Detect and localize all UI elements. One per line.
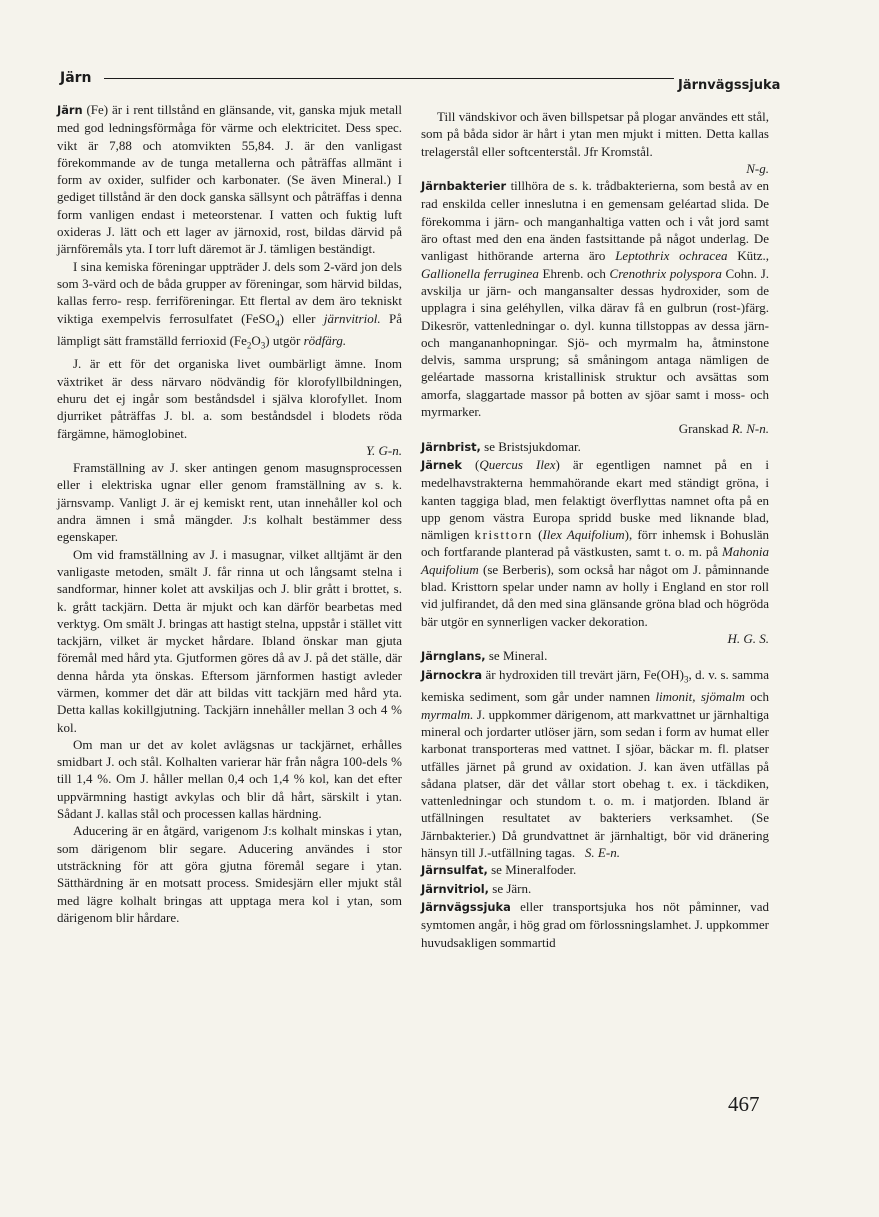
entry-jarnvitriol bbox=[421, 880, 769, 898]
paragraph-aducering: Aducering är en åtgärd, varigenom J:s kolhalt minskas i ytan, som därigenom blir segare. Aducering användes i stor utsträckning för att göra gjutna föremål segare i ytan. Sätthärdning är en motsatt process. Smidesjärn eller mjukt stål med lägre kolhalt bringas att upptaga mera kol i ytan, som därigenom blir hårdare. bbox=[57, 823, 402, 925]
spaced-term: kristtorn bbox=[474, 527, 533, 543]
italic-term: Gallionella ferruginea bbox=[421, 265, 539, 281]
entry-jarnockra bbox=[421, 666, 769, 862]
subscript: 4 bbox=[275, 318, 280, 329]
paragraph-chemistry bbox=[57, 258, 402, 356]
subscript: 3 bbox=[260, 341, 266, 352]
italic-term: Crenothrix polyspora bbox=[609, 265, 722, 281]
entry-headword: Järnglans, bbox=[421, 649, 486, 664]
entry-jarnvagssjuka bbox=[421, 898, 769, 951]
entry-jarnbrist bbox=[421, 438, 769, 456]
author-signature: N-g. bbox=[746, 160, 769, 176]
entry-text: se Bristsjukdomar. bbox=[480, 438, 581, 454]
italic-term: järnvitriol. bbox=[323, 310, 381, 326]
entry-jarnbakterier bbox=[421, 177, 769, 420]
text-run: O bbox=[251, 333, 261, 349]
text-run: , d. v. s. samma kemiska sediment, som går under namnen bbox=[421, 666, 769, 705]
text-run: ( bbox=[532, 527, 543, 543]
italic-term: Quercus Ilex bbox=[479, 456, 556, 472]
entry-headword: Järnockra bbox=[421, 667, 483, 682]
entry-jarnglans bbox=[421, 647, 769, 665]
italic-term: myrmalm. bbox=[421, 706, 474, 722]
text-run: I sina kemiska föreningar uppträder J. dels som 2-värd jon dels som 3-värd och de båda grupper av föreningar, som härvid bildas, kallas ferro- resp. ferriföreningar. Ett flertal av dem äro tekniskt viktiga exempelvis ferrosulfatet (FeSO bbox=[57, 258, 402, 326]
entry-headword: Järnvägssjuka bbox=[421, 899, 511, 914]
right-column bbox=[421, 108, 769, 951]
text-run: Kütz., bbox=[727, 248, 769, 264]
text-run: På lämpligt sätt framställd ferrioxid (Fe bbox=[57, 310, 403, 349]
text-run: är hydroxiden till trevärt järn, Fe(OH) bbox=[482, 666, 684, 682]
text-run: ) är egentligen namnet på en i medelhavstrakterna hemmahörande ekart med ständigt gröna, i kanten taggiga blad, men felaktigt överflyttas namnet ofta på en upp genom västra Europa spridd buske med liknande blad, nämligen bbox=[421, 456, 769, 543]
text-run: tillhöra de s. k. trådbakterierna, som bestå av en rad enskilda celler inneslutna i en gemensam geléartad slida. De förekomma i järn- och manganhaltiga vatten och i våt jord samt äro oftast med den ena änden fastsittande på något underlag. De vanligast hithörande arterna äro bbox=[421, 178, 769, 264]
entry-headword: Järnbrist, bbox=[421, 439, 481, 454]
entry-text: se Järn. bbox=[489, 880, 532, 896]
paragraph-blast-furnace: Om vid framställning av J. i masugnar, vilket alltjämt är den vanligaste metoden, smält J. får rinna ut och långsamt stelna i sandformar, hinner kolet att avskiljas och J. blir grått i brottet, s. k. grått tackjärn. Detta är mjukt och kan därför bearbetas med verktyg. Om smält J. bringas att hastigt stelna, uppstår i stället vitt tackjärn, vilket är mycket hårdare. Ibland önskar man gjuta föremål med hård yta. Gjutformen göres då av J. på det ställe, där denna hårda yta önskas. Eftersom järnformen hastigt avleder värmen, kommer det där att bildas vitt tackjärn med hård yta. Detta kallas kokillgjutning. Tackjärn innehåller mellan 3 och 4 % kol. bbox=[57, 546, 402, 735]
entry-headword: Järnsulfat, bbox=[421, 863, 488, 878]
author-signature: H. G. S. bbox=[727, 630, 769, 646]
text-run: (se Berberis), som också har något om J. påminnande blad. Kristtorn spelar under namn av holly i England en stor roll vid julfirandet, då den med sina glänsande gröna blad och högröda bär utgör en synnerligen vacker dekoration. bbox=[421, 561, 769, 629]
subscript: 3 bbox=[683, 674, 689, 685]
entry-headword: Järnvitriol, bbox=[421, 881, 490, 896]
running-head-right: Järnvägssjuka bbox=[678, 78, 781, 93]
text-run: Ehrenb. och bbox=[538, 265, 610, 281]
author-signature: Y. G-n. bbox=[365, 442, 402, 458]
italic-term: Ilex Aquifolium bbox=[542, 527, 625, 543]
text-run: J. uppkommer därigenom, att markvattnet ur järnhaltiga mineral och jordarter utlöser järn, som sedan i form av humat eller karbonat transporteras med vattnet. I sjöar, bäckar m. fl. platser utfälles järnet på grund av oxidation. J. kan även utfällas på sådana platser, där det vållar stort obehag t. ex. i täckdiken, vattenledningar och stundom t. o. m. i matjorden. Ibland är utfällningen resultatet av bakteriers verksamhet. (Se Järnbakterier.) Då grundvattnet är järnhaltigt, bör vid dränering hänsyn till J.-utfällning tagas. bbox=[421, 706, 769, 861]
entry-jarnek bbox=[421, 456, 769, 630]
text-run: ) utgör bbox=[265, 333, 304, 349]
italic-term: rödfärg. bbox=[303, 333, 347, 349]
italic-term: Leptothrix ochracea bbox=[615, 248, 728, 264]
entry-text: se Mineral. bbox=[485, 648, 548, 664]
author-signature bbox=[421, 420, 769, 437]
entry-jarn bbox=[57, 101, 402, 258]
text-run: Granskad bbox=[678, 421, 732, 437]
signature-initials: R. N-n. bbox=[731, 421, 769, 437]
text-run: ( bbox=[461, 456, 480, 472]
author-signature: S. E-n. bbox=[584, 845, 620, 861]
text-run: ), förr inhemsk i Bohuslän och fortfarande planterad på västkusten, samt t. o. m. på bbox=[421, 527, 769, 560]
paragraph-biology: J. är ett för det organiska livet oumbärligt ämne. Inom växtriket är dess närvaro nödvändig för klorofyllbildningen, ehuru det ej ingår som beståndsdel i själva klorofyllet. Inom djurriket påträffas J. bl. a. som beståndsdel i blodets röda färgämne, hämoglobinet. bbox=[57, 356, 402, 441]
entry-jarnsulfat bbox=[421, 861, 769, 879]
paragraph-trelagerstal: Till vändskivor och även billspetsar på plogar användes ett stål, som på båda sidor är hårt i ytan men mjukt i mitten. Detta kallas trelagerstål eller softcenterstål. Jfr Kromstål. bbox=[421, 109, 769, 159]
paragraph-steel: Om man ur det av kolet avlägsnas ur tackjärnet, erhålles smidbart J. och stål. Kolhalten varierar här från några 100-dels % till 1,4 %. Om J. håller mellan 0,4 och 1,4 % kol, kan det efter uppvärmning hastigt avkylas och blir då hårt, särskilt i ytan. Sådant J. kallas stål och processen kallas härdning. bbox=[57, 736, 402, 822]
text-run: och bbox=[744, 689, 769, 705]
text-run: ) eller bbox=[279, 310, 324, 326]
italic-term: limonit, sjömalm bbox=[655, 689, 745, 705]
italic-term: Mahonia Aquifolium bbox=[421, 544, 769, 577]
page-number: 467 bbox=[728, 1092, 760, 1116]
header-rule bbox=[104, 78, 674, 79]
entry-headword: Järnek bbox=[421, 457, 462, 472]
entry-text: se Mineralfoder. bbox=[487, 862, 577, 878]
entry-text: (Fe) är i rent tillstånd en glänsande, vit, ganska mjuk metall med god ledningsförmåga för värme och elektricitet. Dess spec. vikt är 7,88 och atomvikten 55,84. J. är den vanligast förekommande av de tunga metallerna och påträffas allmänt i form av oxider, sulfider och karbonater. (Se även Mineral.) I gediget tillstånd är den dock ganska sällsynt och påträffas i denna form vanligen endast i meteorstenar. I vatten och fuktig luft oxideras J. lätt och ett lager av järnoxid, rost, bildas därvid på järnföremåls yta. I torr luft däremot är J. tämligen beständigt. bbox=[57, 102, 402, 257]
paragraph-production: Framställning av J. sker antingen genom masugnsprocessen eller i elektriska ugnar eller genom framställning av s. k. järnsvamp. Vanligt J. är ej kemiskt rent, utan innehåller kol och andra ämnen i små mängder. J:s kolhalt bestämmer dess egenskaper. bbox=[57, 460, 402, 545]
subscript: 2 bbox=[246, 341, 252, 352]
entry-headword: Järn bbox=[57, 103, 83, 117]
left-column bbox=[57, 101, 402, 926]
entry-text: eller transportsjuka hos nöt påminner, vad symtomen angår, i hög grad om förlossningslamhet. J. uppkommer huvudsakligen sommartid bbox=[421, 898, 769, 950]
text-run: Cohn. J. avskilja ur järn- och mangansalter dessas hydroxider, som de upplagra i sina geléhyllen, vilka därav få en gulbrun (rost-)färg. Dikesrör, vattenledningar o. dyl. kunna tillstoppas av dessa järn- och mangananhopningar. Sjö- och myrmalm ha, åtminstone delvis, samma ursprung; så småningom antaga nämligen de geléartade massorna kristallinisk struktur och avsättas som amorfa, slaggartade massor på botten av sjöar samt i moss- och myrmarker. bbox=[421, 265, 770, 420]
entry-headword: Järnbakterier bbox=[421, 179, 507, 194]
running-head-left: Järn bbox=[60, 70, 92, 86]
